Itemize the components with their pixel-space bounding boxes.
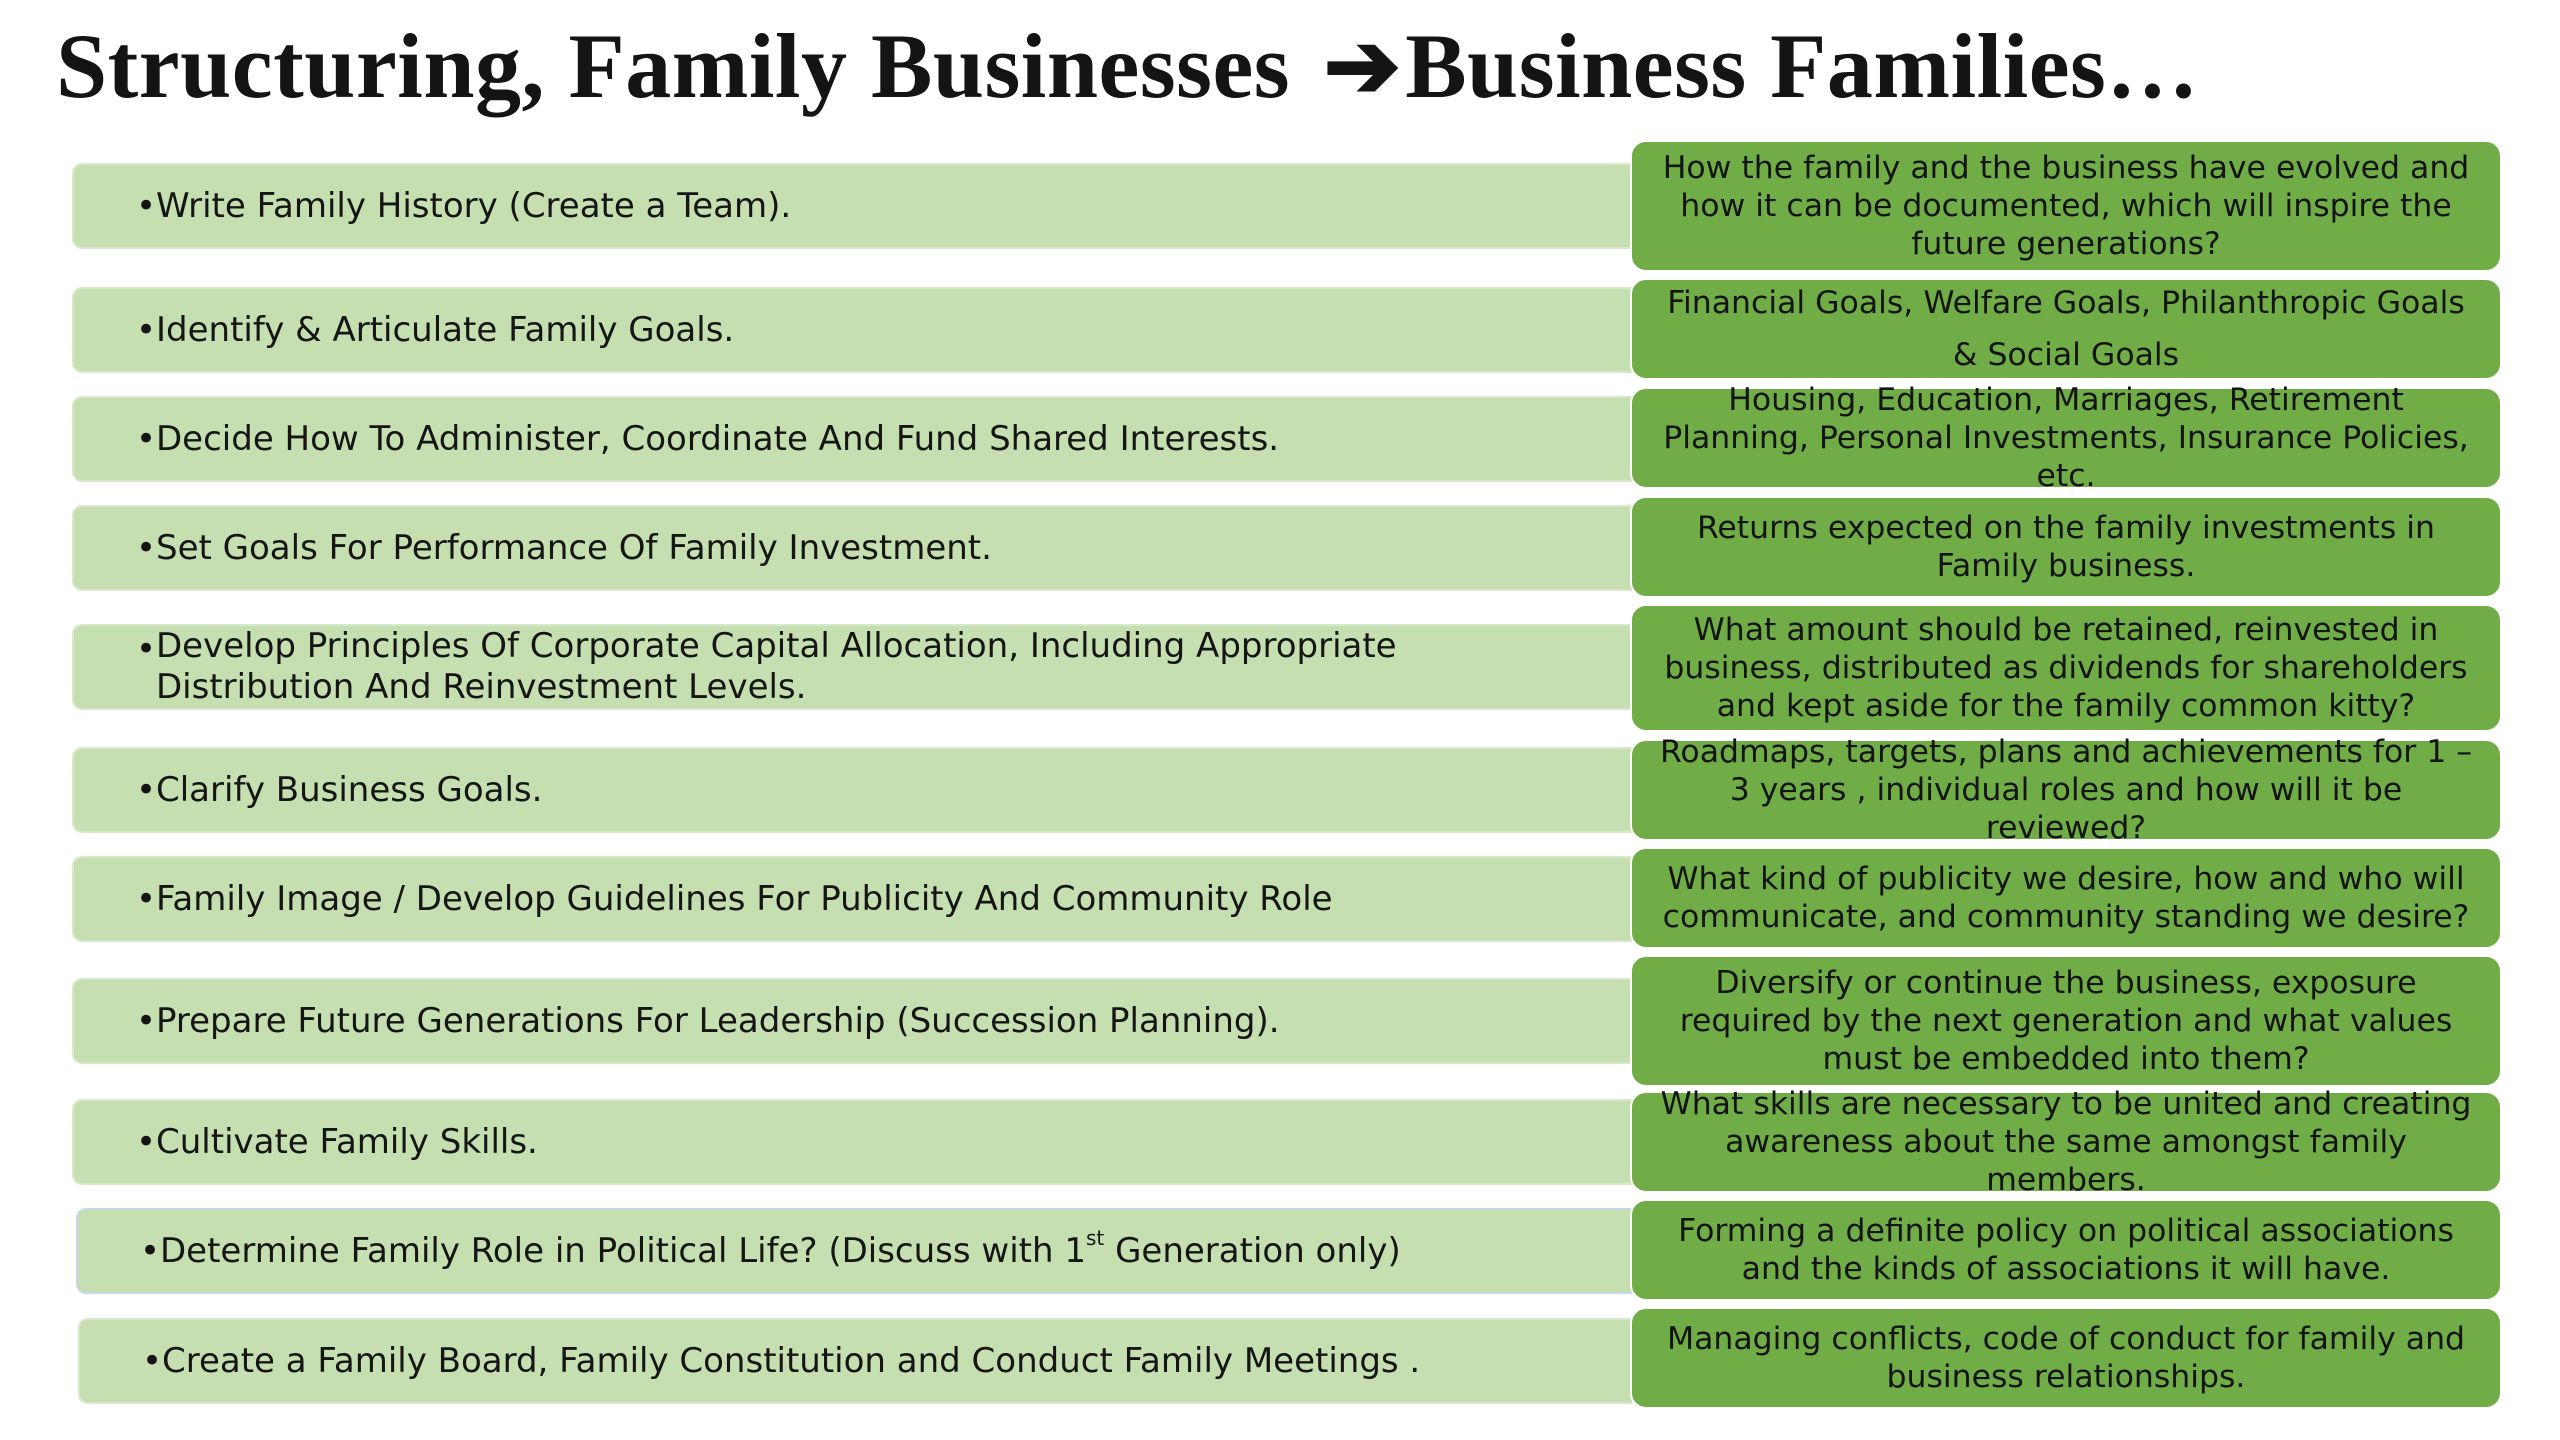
detail-box bbox=[1630, 955, 2502, 1087]
detail-text: Forming a definite policy on political associations and the kinds of associations it will have. bbox=[1678, 1213, 2454, 1287]
bullet-icon: • bbox=[136, 1000, 157, 1041]
bullet-icon: • bbox=[136, 309, 157, 350]
ordinal-suffix: st bbox=[1086, 1226, 1105, 1251]
item-text: Family Image / Develop Guidelines For Publicity And Community Role bbox=[156, 878, 1333, 919]
bullet-icon: • bbox=[142, 1340, 163, 1381]
item-text: Decide How To Administer, Coordinate And Fund Shared Interests. bbox=[156, 418, 1280, 459]
item-box bbox=[78, 1318, 1632, 1404]
detail-text: Managing conflicts, code of conduct for family and business relationships. bbox=[1666, 1321, 2466, 1395]
bullet-icon: • bbox=[136, 418, 157, 459]
bullet-icon: • bbox=[136, 185, 157, 226]
item-box bbox=[72, 747, 1632, 833]
right-arrow-icon: ➔ bbox=[1323, 15, 1402, 117]
detail-text: What amount should be retained, reinvested in business, distributed as dividends for shareholders and kept aside for the family common kitty? bbox=[1664, 612, 2468, 724]
item-box bbox=[72, 1099, 1632, 1185]
item-text: Clarify Business Goals. bbox=[156, 769, 543, 810]
bullet-icon: • bbox=[136, 527, 157, 568]
item-text: Set Goals For Performance Of Family Investment. bbox=[156, 527, 992, 568]
detail-box bbox=[1630, 140, 2502, 272]
item-box bbox=[72, 163, 1632, 249]
detail-text: Housing, Education, Marriages, Retirement Planning, Personal Investments, Insurance Policies, etc. bbox=[1663, 382, 2469, 494]
detail-box bbox=[1630, 496, 2502, 598]
bullet-icon: • bbox=[136, 878, 157, 919]
detail-text: What kind of publicity we desire, how and who will communicate, and community standing we desire? bbox=[1662, 861, 2470, 935]
item-text: Identify & Articulate Family Goals. bbox=[156, 309, 735, 350]
detail-text: How the family and the business have evolved and how it can be documented, which will inspire the future generations? bbox=[1662, 150, 2470, 262]
slide-title bbox=[56, 6, 2536, 126]
detail-text: Diversify or continue the business, exposure required by the next generation and what values must be embedded into them? bbox=[1679, 965, 2453, 1077]
detail-box bbox=[1630, 604, 2502, 732]
item-text: Write Family History (Create a Team). bbox=[156, 185, 792, 226]
bullet-icon: • bbox=[136, 1121, 157, 1162]
item-text: Cultivate Family Skills. bbox=[156, 1121, 538, 1162]
detail-text: Roadmaps, targets, plans and achievements for 1 – 3 years , individual roles and how will it be reviewed? bbox=[1659, 734, 2473, 846]
item-box bbox=[72, 856, 1632, 942]
item-text-rest: Generation only) bbox=[1104, 1230, 1401, 1271]
detail-box bbox=[1630, 1199, 2502, 1301]
item-text bbox=[160, 1226, 1401, 1272]
item-box bbox=[72, 287, 1632, 373]
detail-text: Financial Goals, Welfare Goals, Philanthropic Goals & Social Goals bbox=[1667, 285, 2465, 373]
bullet-icon: • bbox=[136, 769, 157, 810]
detail-box bbox=[1630, 734, 2502, 846]
bullet-icon: • bbox=[136, 629, 157, 669]
title-part-2: Business Families… bbox=[1405, 15, 2199, 117]
title-part-1: Structuring, Family Businesses bbox=[56, 15, 1314, 117]
item-text-main: Determine Family Role in Political Life? (Discuss with 1 bbox=[160, 1230, 1086, 1271]
detail-box bbox=[1630, 847, 2502, 949]
item-box bbox=[72, 396, 1632, 482]
item-box bbox=[72, 505, 1632, 591]
item-text: Prepare Future Generations For Leadership (Succession Planning). bbox=[156, 1000, 1280, 1041]
item-text: Develop Principles Of Corporate Capital Allocation, Including Appropriate Distribution And Reinvestment Levels. bbox=[156, 626, 1397, 707]
item-box bbox=[72, 624, 1632, 710]
detail-text: Returns expected on the family investments in Family business. bbox=[1696, 510, 2436, 584]
item-box bbox=[72, 978, 1632, 1064]
bullet-icon: • bbox=[140, 1230, 161, 1271]
detail-box bbox=[1630, 382, 2502, 494]
item-box bbox=[76, 1208, 1632, 1294]
detail-box bbox=[1630, 1307, 2502, 1409]
item-text: Create a Family Board, Family Constitution and Conduct Family Meetings . bbox=[162, 1340, 1421, 1381]
detail-text: What skills are necessary to be united and creating awareness about the same amongst family members. bbox=[1660, 1086, 2472, 1198]
detail-box bbox=[1630, 1086, 2502, 1198]
detail-box bbox=[1630, 278, 2502, 380]
